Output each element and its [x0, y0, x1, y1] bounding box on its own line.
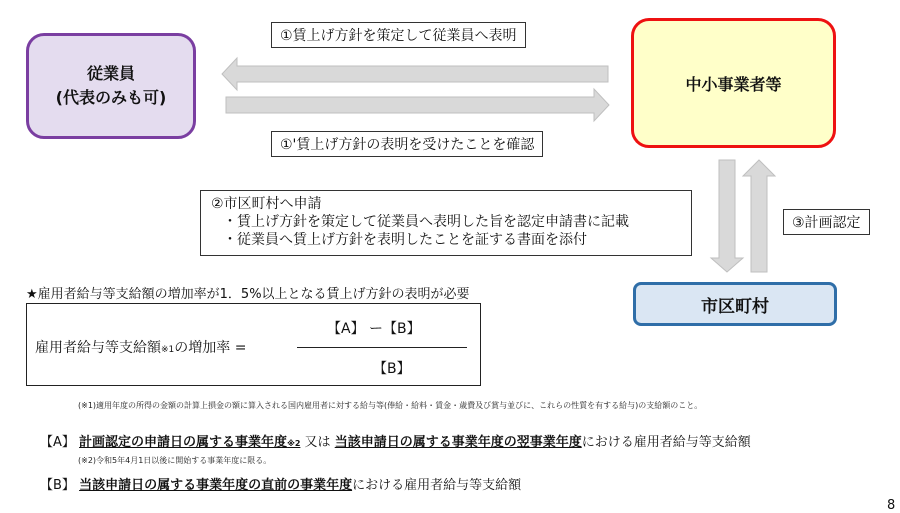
definition-b-suffix: における雇用者給与等支給額 — [352, 478, 522, 493]
requirement-note: ★雇用者給与等支給額の増加率が1．5%以上となる賃上げ方針の表明が必要 — [26, 287, 470, 302]
step2-bullet-1: ・賃上げ方針を策定して従業員へ表明した旨を認定申請書に記載 — [223, 214, 629, 230]
employee-box — [26, 33, 196, 139]
sme-label: 中小事業者等 — [685, 74, 782, 94]
formula-box — [26, 303, 481, 386]
employee-label: 従業員 — [86, 64, 135, 83]
definition-b-part1: 当該申請日の属する事業年度の直前の事業年度 — [79, 478, 353, 493]
footnote-2: (※2)令和5年4月1日以後に開始する事業年度に限る。 — [78, 456, 272, 465]
definition-a-part1: 計画認定の申請日の属する事業年度 — [79, 435, 288, 450]
step3-label: ③計画認定 — [783, 209, 870, 235]
arrow-to-sme — [226, 89, 609, 121]
fraction-bar — [297, 347, 467, 348]
step2-title: ②市区町村へ申請 — [211, 196, 322, 212]
footnote-1: (※1)適用年度の所得の金額の計算上損金の額に算入される国内雇用者に対する給与等(俸給・給料・賃金・歳費及び賞与並びに、これらの性質を有する給与)の支給額のこと。 — [78, 401, 703, 410]
definition-a-suffix: における雇用者給与等支給額 — [581, 435, 751, 450]
city-label: 市区町村 — [701, 296, 769, 317]
definition-a-part2: 当該申請日の属する事業年度の翌事業年度 — [334, 435, 582, 450]
definition-a-prefix: 【A】 — [40, 435, 75, 450]
definition-a — [40, 431, 751, 450]
formula-lhs-tail: の増加率 = — [174, 340, 247, 356]
definition-a-sub: ※2 — [287, 439, 301, 448]
definition-a-mid: 又は — [304, 435, 331, 450]
formula-denominator: 【B】 — [373, 361, 411, 377]
step2-bullet-2: ・従業員へ賃上げ方針を表明したことを証する書面を添付 — [223, 232, 587, 248]
step1-label: ①賃上げ方針を策定して従業員へ表明 — [271, 22, 526, 48]
city-box — [633, 282, 837, 326]
formula-lhs-sub: ※1 — [161, 345, 175, 355]
arrow-to-employee — [222, 58, 608, 90]
formula-lhs-main: 雇用者給与等支給額 — [35, 340, 161, 356]
arrow-to-city — [711, 160, 743, 272]
step2-box — [200, 190, 692, 256]
formula-numerator: 【A】 ー【B】 — [327, 321, 421, 337]
employee-sublabel: (代表のみも可) — [55, 88, 167, 107]
page-number: 8 — [887, 498, 896, 513]
step1b-label: ①'賃上げ方針の表明を受けたことを確認 — [271, 131, 543, 157]
formula-lhs — [35, 337, 246, 357]
definition-b-prefix: 【B】 — [40, 478, 75, 493]
sme-box — [631, 18, 836, 148]
arrow-to-sme-from-city — [743, 160, 775, 272]
definition-b — [40, 474, 521, 493]
